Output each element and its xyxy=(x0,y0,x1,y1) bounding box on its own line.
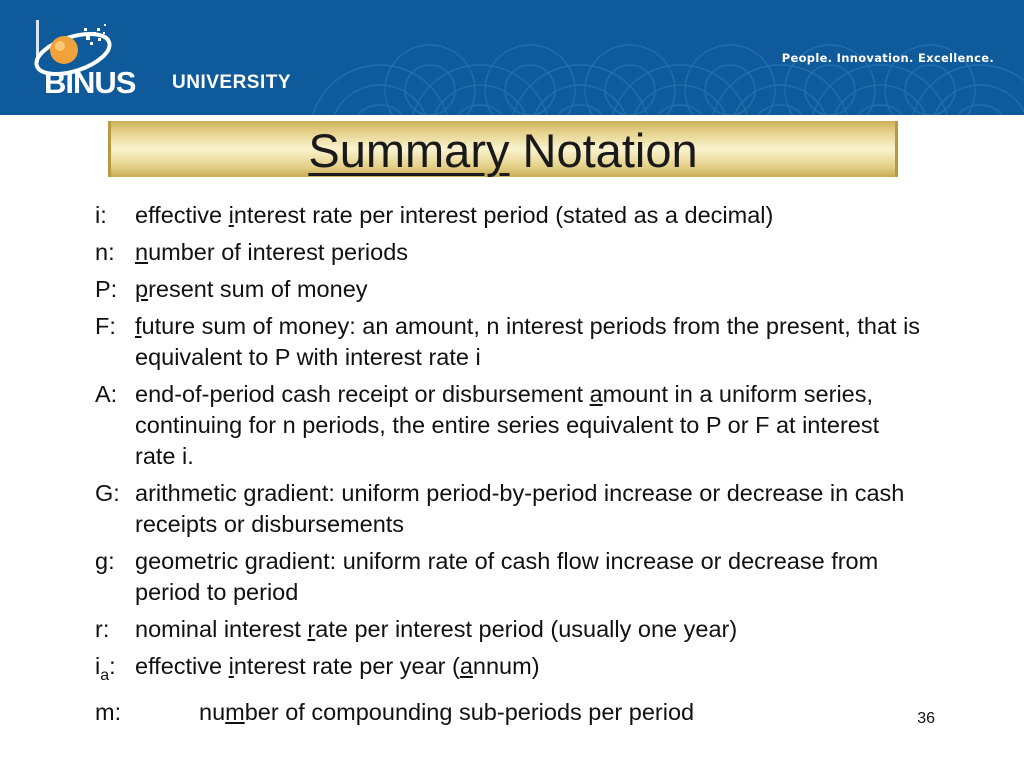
notation-row-p xyxy=(95,274,925,305)
notation-row-ia xyxy=(95,651,925,691)
notation-symbol: F: xyxy=(95,313,116,339)
notation-row-g-geom xyxy=(95,546,925,608)
notation-list xyxy=(95,200,925,734)
notation-description: nominal interest rate per interest period (usually one year) xyxy=(135,616,738,642)
logo-wordmark: BINUS xyxy=(44,65,136,100)
notation-description: effective interest rate per year (annum) xyxy=(135,653,540,679)
notation-row-n xyxy=(95,237,925,268)
notation-symbol: m: xyxy=(95,699,122,725)
title-underlined-word: Summary xyxy=(308,124,510,177)
notation-symbol: i: xyxy=(95,202,107,228)
notation-row-m xyxy=(95,697,925,728)
notation-row-a xyxy=(95,379,925,472)
notation-row-r xyxy=(95,614,925,645)
tagline: People. Innovation. Excellence. xyxy=(781,51,994,65)
notation-symbol: A: xyxy=(95,381,118,407)
notation-row-f xyxy=(95,311,925,373)
notation-description: number of interest periods xyxy=(135,239,409,265)
notation-symbol: g: xyxy=(95,548,115,574)
notation-description: geometric gradient: uniform rate of cash flow increase or decrease from period to period xyxy=(135,548,879,605)
title-rest: Notation xyxy=(509,124,698,177)
notation-symbol: G: xyxy=(95,480,120,506)
notation-description: present sum of money xyxy=(135,276,368,302)
notation-description: future sum of money: an amount, n interest periods from the present, that is equivalent to P with interest rate i xyxy=(135,313,921,370)
notation-symbol: P: xyxy=(95,276,118,302)
page-number: 36 xyxy=(917,710,935,727)
notation-symbol: n: xyxy=(95,239,115,265)
logo-subtext: UNIVERSITY xyxy=(172,72,292,93)
notation-symbol: $i_a$: xyxy=(95,653,116,684)
title-bar xyxy=(108,121,898,177)
notation-symbol: r: xyxy=(95,616,110,642)
slide-title xyxy=(111,125,895,177)
notation-description: arithmetic gradient: uniform period-by-period increase or decrease in cash receipts or disbursements xyxy=(135,480,905,537)
notation-description: effective interest rate per interest period (stated as a decimal) xyxy=(135,202,774,228)
notation-row-g-arith xyxy=(95,478,925,540)
notation-description: end-of-period cash receipt or disbursement amount in a uniform series, continuing for n periods, the entire series equivalent to P or F at interest rate i. xyxy=(135,381,880,469)
header-band xyxy=(0,0,1024,115)
notation-description: number of compounding sub-periods per period xyxy=(199,699,695,725)
notation-row-i xyxy=(95,200,925,231)
